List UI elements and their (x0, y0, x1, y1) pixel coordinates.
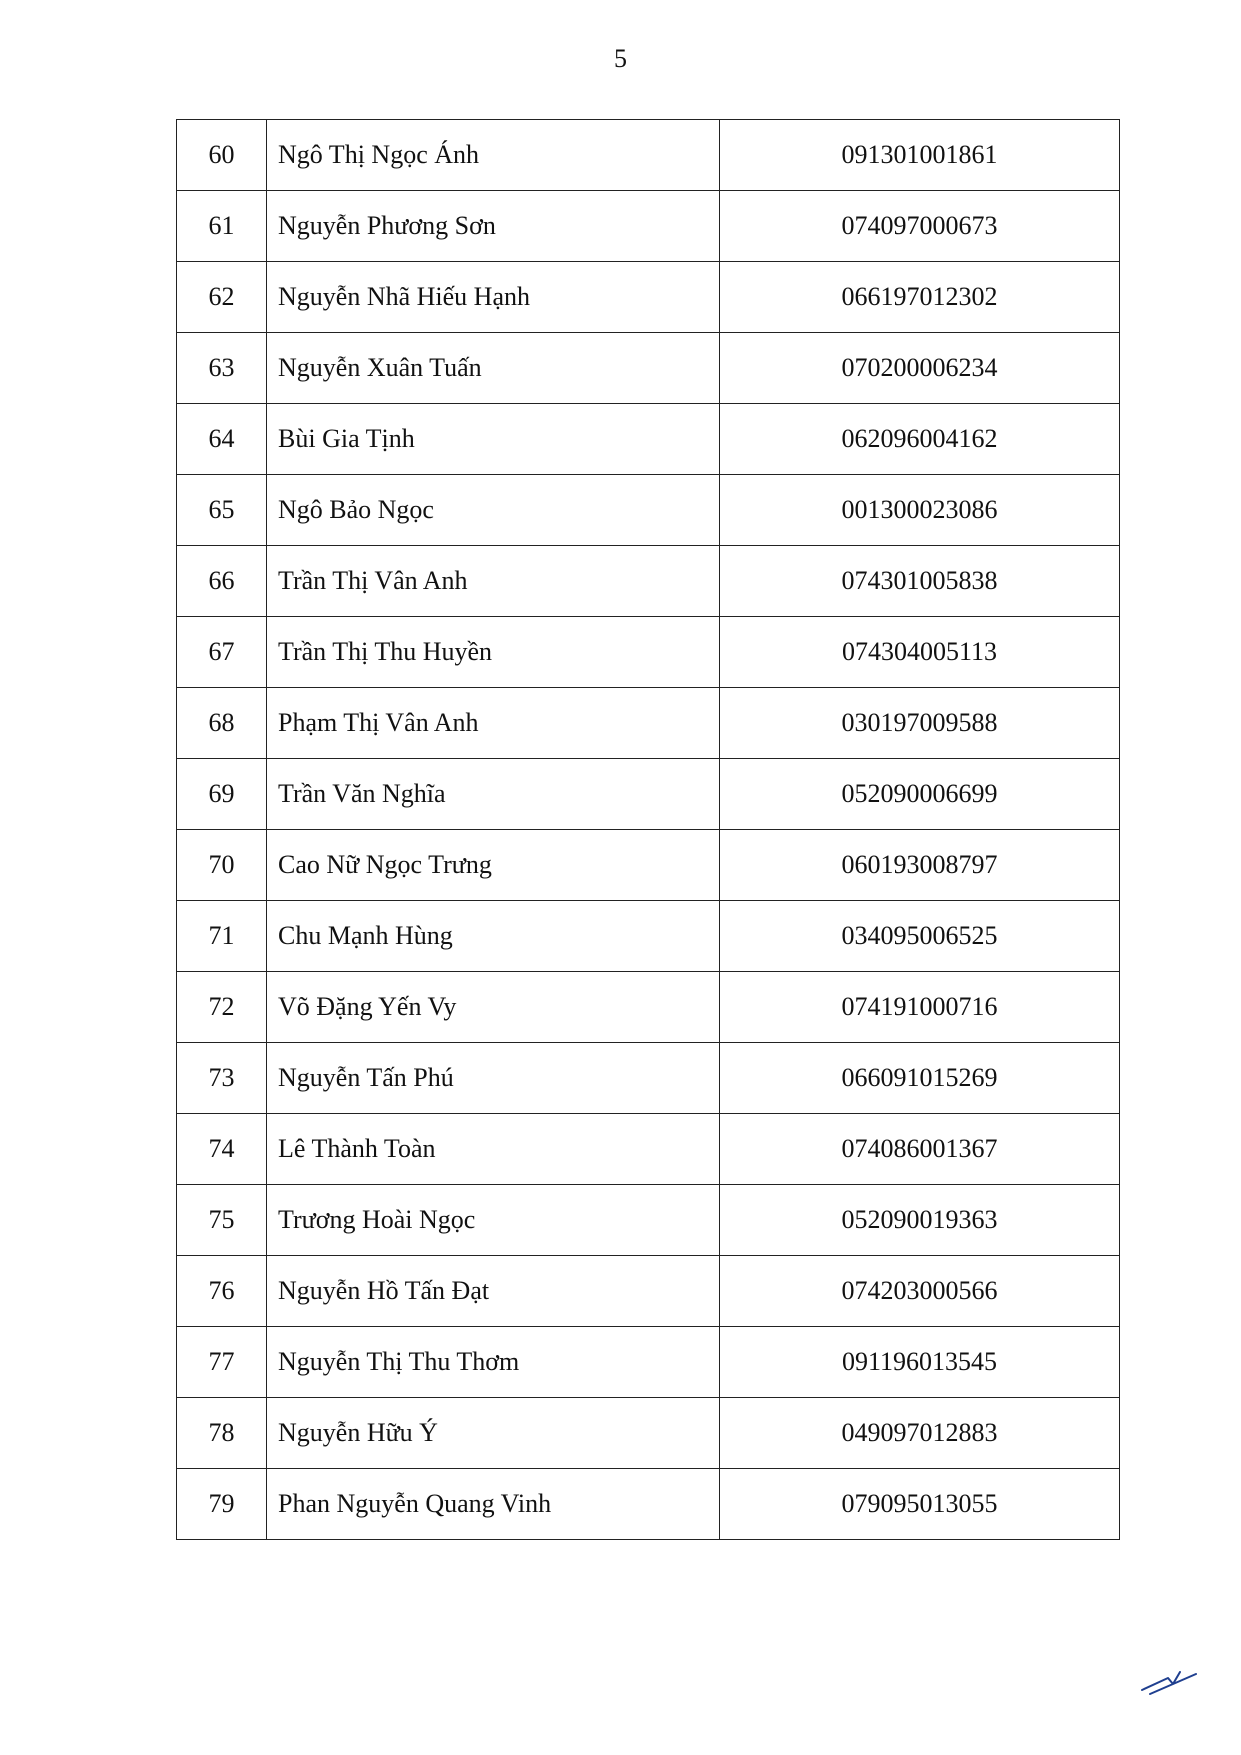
person-name: Cao Nữ Ngọc Trưng (267, 830, 720, 901)
person-name: Trần Thị Thu Huyền (267, 617, 720, 688)
table-row (177, 1185, 1120, 1256)
table-row (177, 1043, 1120, 1114)
table-row (177, 1469, 1120, 1540)
row-number: 61 (177, 191, 267, 262)
person-name: Lê Thành Toàn (267, 1114, 720, 1185)
table-row (177, 1327, 1120, 1398)
id-number: 091301001861 (720, 120, 1120, 191)
person-name: Nguyễn Xuân Tuấn (267, 333, 720, 404)
person-name: Nguyễn Hồ Tấn Đạt (267, 1256, 720, 1327)
table-row (177, 759, 1120, 830)
row-number: 76 (177, 1256, 267, 1327)
id-number: 074304005113 (720, 617, 1120, 688)
table-row (177, 546, 1120, 617)
id-number: 074086001367 (720, 1114, 1120, 1185)
person-name: Chu Mạnh Hùng (267, 901, 720, 972)
id-number: 049097012883 (720, 1398, 1120, 1469)
row-number: 73 (177, 1043, 267, 1114)
person-name: Bùi Gia Tịnh (267, 404, 720, 475)
row-number: 68 (177, 688, 267, 759)
row-number: 67 (177, 617, 267, 688)
id-number: 060193008797 (720, 830, 1120, 901)
row-number: 75 (177, 1185, 267, 1256)
table-row (177, 617, 1120, 688)
signature-stroke (1142, 1672, 1196, 1694)
id-number: 074301005838 (720, 546, 1120, 617)
table-row (177, 830, 1120, 901)
table-row (177, 262, 1120, 333)
table-row (177, 1256, 1120, 1327)
id-number: 030197009588 (720, 688, 1120, 759)
id-number: 066091015269 (720, 1043, 1120, 1114)
person-name: Nguyễn Hữu Ý (267, 1398, 720, 1469)
row-number: 66 (177, 546, 267, 617)
person-name: Ngô Bảo Ngọc (267, 475, 720, 546)
table-row (177, 120, 1120, 191)
person-name: Ngô Thị Ngọc Ánh (267, 120, 720, 191)
id-number: 066197012302 (720, 262, 1120, 333)
row-number: 69 (177, 759, 267, 830)
row-number: 65 (177, 475, 267, 546)
table-row (177, 475, 1120, 546)
id-number: 062096004162 (720, 404, 1120, 475)
person-name: Võ Đặng Yến Vy (267, 972, 720, 1043)
table-row (177, 972, 1120, 1043)
id-number: 074191000716 (720, 972, 1120, 1043)
table-row (177, 333, 1120, 404)
signature-mark (1140, 1660, 1200, 1700)
id-number: 001300023086 (720, 475, 1120, 546)
row-number: 71 (177, 901, 267, 972)
table-row (177, 191, 1120, 262)
row-number: 70 (177, 830, 267, 901)
person-name: Phạm Thị Vân Anh (267, 688, 720, 759)
table-row (177, 901, 1120, 972)
person-name: Nguyễn Nhã Hiếu Hạnh (267, 262, 720, 333)
id-number: 091196013545 (720, 1327, 1120, 1398)
row-number: 79 (177, 1469, 267, 1540)
table-row (177, 1398, 1120, 1469)
row-number: 77 (177, 1327, 267, 1398)
id-number: 074203000566 (720, 1256, 1120, 1327)
person-name: Phan Nguyễn Quang Vinh (267, 1469, 720, 1540)
page-number: 5 (614, 44, 627, 73)
row-number: 64 (177, 404, 267, 475)
table-row (177, 688, 1120, 759)
person-name: Trương Hoài Ngọc (267, 1185, 720, 1256)
row-number: 74 (177, 1114, 267, 1185)
person-name: Trần Văn Nghĩa (267, 759, 720, 830)
id-number: 052090006699 (720, 759, 1120, 830)
person-name: Nguyễn Tấn Phú (267, 1043, 720, 1114)
id-number: 079095013055 (720, 1469, 1120, 1540)
table-row (177, 404, 1120, 475)
person-name: Nguyễn Phương Sơn (267, 191, 720, 262)
id-number: 074097000673 (720, 191, 1120, 262)
id-number: 052090019363 (720, 1185, 1120, 1256)
row-number: 78 (177, 1398, 267, 1469)
id-number: 034095006525 (720, 901, 1120, 972)
row-number: 72 (177, 972, 267, 1043)
row-number: 60 (177, 120, 267, 191)
id-number: 070200006234 (720, 333, 1120, 404)
person-name: Nguyễn Thị Thu Thơm (267, 1327, 720, 1398)
row-number: 62 (177, 262, 267, 333)
roster-table (176, 119, 1120, 1540)
person-name: Trần Thị Vân Anh (267, 546, 720, 617)
table-row (177, 1114, 1120, 1185)
row-number: 63 (177, 333, 267, 404)
